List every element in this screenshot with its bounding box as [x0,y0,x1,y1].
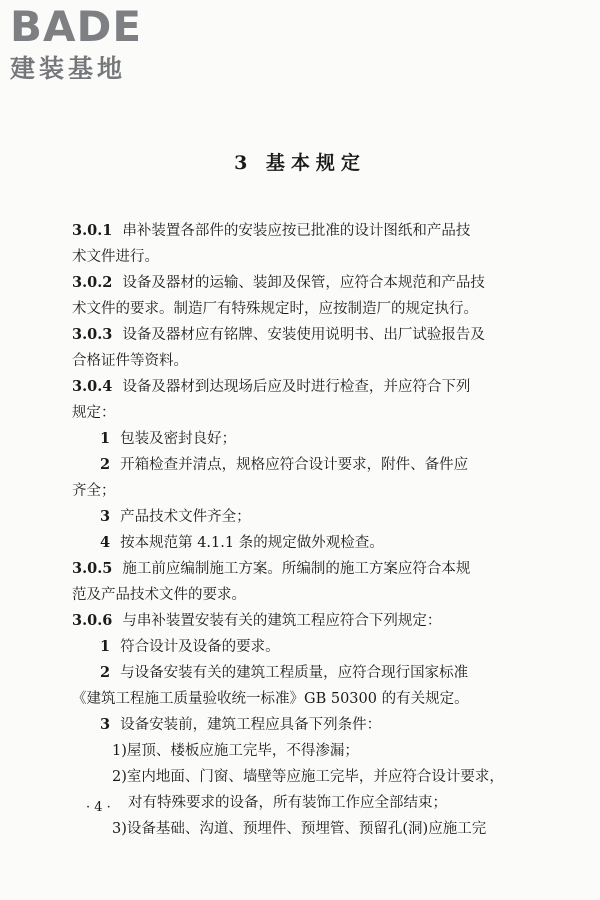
line-text: 2)室内地面、门窗、墙壁等应施工完毕，并应符合设计要求， [112,769,504,785]
text-line [72,738,532,764]
line-text: 合格证件等资料。 [72,353,188,369]
clause-number: 3.0.1 [72,222,113,239]
clause-number: 1 [100,638,111,655]
line-text: 符合设计及设备的要求。 [120,639,280,655]
text-line [72,556,532,582]
text-line [72,816,532,842]
line-text: 规定： [72,405,116,421]
text-line [72,374,532,400]
line-text: 按本规范第 4.1.1 条的规定做外观检查。 [120,535,384,551]
clause-number: 1 [100,430,111,447]
bade-logo [10,4,180,84]
text-line [72,348,532,374]
text-line [72,608,532,634]
text-line [72,218,532,244]
line-text: 对有特殊要求的设备，所有装饰工作应全部结束； [128,795,447,811]
text-line [72,686,532,712]
line-text: 设备及器材应有铭牌、安装使用说明书、出厂试验报告及 [122,327,485,343]
line-text: 范及产品技术文件的要求。 [72,587,246,603]
page-number: · 4 · [86,800,111,815]
line-text: 设备及器材到达现场后应及时进行检查，并应符合下列 [122,379,471,395]
text-line [72,790,532,816]
clause-number: 3.0.2 [72,274,113,291]
line-text: 施工前应编制施工方案。所编制的施工方案应符合本规 [122,561,471,577]
text-line [72,504,532,530]
line-text: 设备及器材的运输、装卸及保管，应符合本规范和产品技 [122,275,485,291]
document-body [72,218,532,842]
line-text: 开箱检查并清点，规格应符合设计要求，附件、备件应 [120,457,469,473]
chapter-title: 3 基本规定 [234,152,366,174]
text-line [72,660,532,686]
line-text: 术文件的要求。制造厂有特殊规定时，应按制造厂的规定执行。 [72,301,478,317]
text-line [72,582,532,608]
text-line [72,426,532,452]
line-text: 3)设备基础、沟道、预埋件、预埋管、预留孔(洞)应施工完 [112,821,487,837]
text-line [72,270,532,296]
line-text: 设备安装前，建筑工程应具备下列条件： [120,717,382,733]
line-text: 包装及密封良好； [120,431,237,447]
line-text: 产品技术文件齐全； [120,509,251,525]
clause-number: 2 [100,664,111,681]
line-text: 与串补装置安装有关的建筑工程应符合下列规定： [122,613,442,629]
text-line [72,634,532,660]
clause-number: 3.0.4 [72,378,113,395]
line-text: 串补装置各部件的安装应按已批准的设计图纸和产品技 [122,223,471,239]
clause-number: 3 [100,508,111,525]
line-text: 术文件进行。 [72,249,159,265]
logo-text-cn: 建装基地 [10,54,127,83]
text-line [72,452,532,478]
text-line [72,322,532,348]
clause-number: 2 [100,456,111,473]
line-text: 《建筑工程施工质量验收统一标准》GB 50300 的有关规定。 [72,691,469,707]
clause-number: 3 [100,716,111,733]
clause-number: 3.0.3 [72,326,113,343]
text-line [72,244,532,270]
text-line [72,764,532,790]
line-text: 齐全； [72,483,116,499]
text-line [72,530,532,556]
text-line [72,478,532,504]
text-line [72,400,532,426]
clause-number: 3.0.6 [72,612,113,629]
clause-number: 3.0.5 [72,560,113,577]
line-text: 与设备安装有关的建筑工程质量，应符合现行国家标准 [120,665,469,681]
text-line [72,296,532,322]
line-text: 1)屋顶、楼板应施工完毕，不得渗漏； [112,743,359,759]
logo-text-en: BADE [10,2,143,51]
clause-number: 4 [100,534,111,551]
text-line [72,712,532,738]
